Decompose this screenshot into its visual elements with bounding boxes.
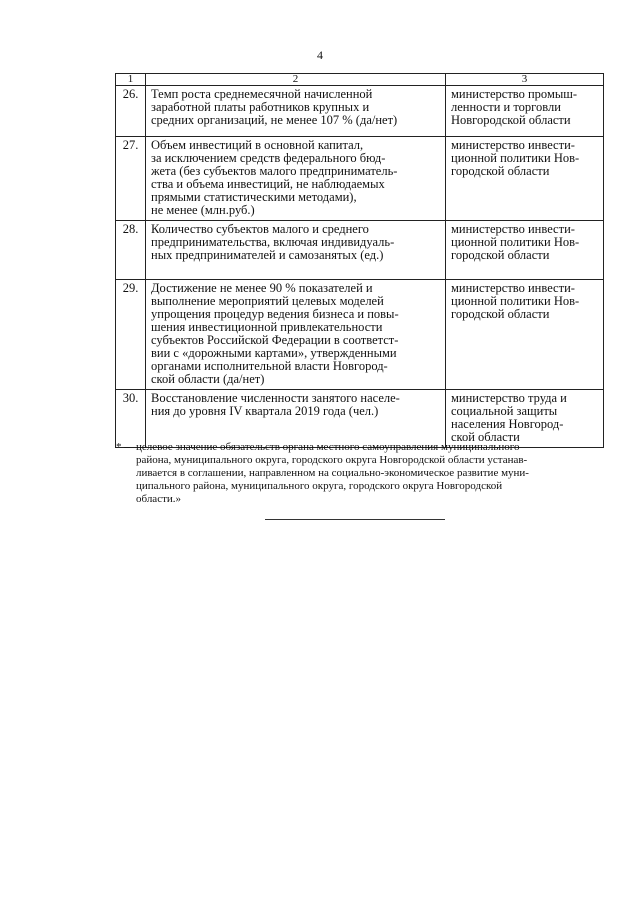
footnote — [116, 441, 596, 506]
indicator-line: не менее (млн.руб.) — [151, 203, 255, 217]
indicator-line: предпринимательства, включая индивидуаль- — [151, 235, 395, 249]
indicator-cell — [146, 221, 446, 280]
footnote-text — [136, 441, 596, 506]
ministry-cell — [446, 137, 604, 221]
ministry-line: министерство инвести- — [451, 222, 575, 236]
ministry-line: городской области — [451, 164, 550, 178]
indicator-line: за исключением средств федерального бюд- — [151, 151, 386, 165]
page-number: 4 — [317, 48, 323, 62]
header-col-1: 1 — [116, 74, 146, 86]
header-col-3: 3 — [446, 74, 604, 86]
indicators-table — [115, 73, 604, 448]
footnote-line: целевое значение обязательств органа местного самоуправления муниципального — [136, 441, 520, 453]
indicator-line: ства и объема инвестиций, не наблюдаемых — [151, 177, 385, 191]
row-number: 26. — [116, 86, 146, 137]
indicator-line: шения инвестиционной привлекательности — [151, 320, 383, 334]
ministry-line: министерство инвести- — [451, 138, 575, 152]
ministry-line: населения Новгород- — [451, 417, 564, 431]
ministry-line: ской области — [451, 430, 520, 444]
indicator-line: органами исполнительной власти Новгород- — [151, 359, 388, 373]
table-row — [116, 137, 604, 221]
table-row — [116, 86, 604, 137]
indicator-line: Количество субъектов малого и среднего — [151, 222, 369, 236]
indicator-line: ния до уровня IV квартала 2019 года (чел.) — [151, 404, 379, 418]
ministry-line: городской области — [451, 307, 550, 321]
indicator-line: прямыми статистическими методами), — [151, 190, 357, 204]
indicator-line: Объем инвестиций в основной капитал, — [151, 138, 364, 152]
ministry-line: министерство труда и — [451, 391, 567, 405]
indicator-cell — [146, 280, 446, 390]
ministry-cell — [446, 86, 604, 137]
ministry-line: Новгородской области — [451, 113, 571, 127]
ministry-line: ционной политики Нов- — [451, 235, 580, 249]
indicator-line: Восстановление численности занятого населе- — [151, 391, 400, 405]
indicator-line: субъектов Российской Федерации в соответст- — [151, 333, 399, 347]
ministry-line: городской области — [451, 248, 550, 262]
indicator-cell — [146, 137, 446, 221]
indicator-line: вии с «дорожными картами», утвержденными — [151, 346, 397, 360]
indicator-line: Достижение не менее 90 % показателей и — [151, 281, 373, 295]
footnote-line: района, муниципального округа, городского округа Новгородской области устанав- — [136, 454, 528, 466]
ministry-line: ционной политики Нов- — [451, 151, 580, 165]
footnote-line: ципального района, муниципального округа, городского округа Новгородской — [136, 480, 503, 492]
table-row — [116, 280, 604, 390]
indicator-line: ской области (да/нет) — [151, 372, 265, 386]
ministry-cell — [446, 280, 604, 390]
ministry-line: министерство инвести- — [451, 281, 575, 295]
header-col-2: 2 — [146, 74, 446, 86]
ministry-line: министерство промыш- — [451, 87, 578, 101]
indicator-cell — [146, 390, 446, 448]
indicator-line: ных предпринимателей и самозанятых (ед.) — [151, 248, 384, 262]
indicator-line: заработной платы работников крупных и — [151, 100, 370, 114]
table-row — [116, 390, 604, 448]
footnote-mark: * – — [116, 441, 130, 453]
footnote-line: ливается в соглашении, направленном на социально-экономическое развитие муни- — [136, 467, 529, 479]
row-number: 29. — [116, 280, 146, 390]
indicator-line: упрощения процедур ведения бизнеса и повы- — [151, 307, 399, 321]
ministry-cell — [446, 221, 604, 280]
end-separator-line — [265, 519, 445, 520]
indicator-line: средних организаций, не менее 107 % (да/нет) — [151, 113, 398, 127]
footnote-line: области.» — [136, 493, 182, 505]
indicator-line: выполнение мероприятий целевых моделей — [151, 294, 384, 308]
table-header-row — [116, 74, 604, 86]
indicator-cell — [146, 86, 446, 137]
indicator-line: Темп роста среднемесячной начисленной — [151, 87, 373, 101]
table-row — [116, 221, 604, 280]
indicator-line: жета (без субъектов малого предприниматель- — [151, 164, 398, 178]
ministry-cell — [446, 390, 604, 448]
row-number: 30. — [116, 390, 146, 448]
ministry-line: ленности и торговли — [451, 100, 561, 114]
row-number: 27. — [116, 137, 146, 221]
ministry-line: социальной защиты — [451, 404, 558, 418]
row-number: 28. — [116, 221, 146, 280]
ministry-line: ционной политики Нов- — [451, 294, 580, 308]
